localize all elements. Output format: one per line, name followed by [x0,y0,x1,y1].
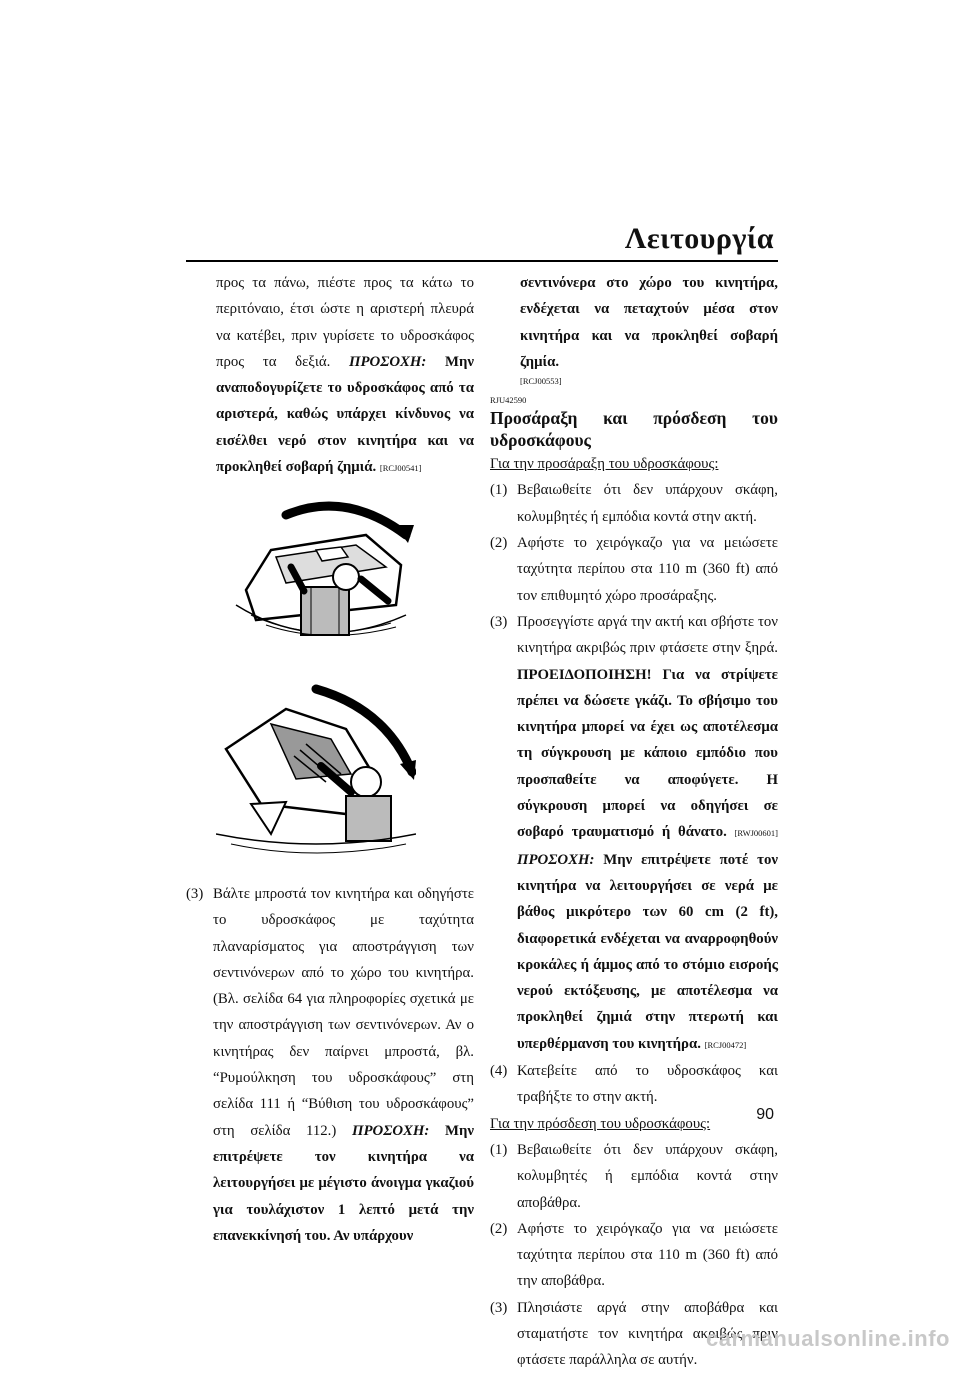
step-3-engine-start [186,881,474,1249]
list-item [490,530,778,609]
caution-text: Μην επιτρέψετε τον κινητήρα να λειτουργήσει με μέγιστο άνοιγμα γκαζιού για τουλάχιστον 1 λεπτό μετά την επανεκκίνησή του. Αν υπάρχουν [213,1122,474,1244]
page-number: 90 [756,1106,774,1123]
list-item [490,1137,778,1216]
intro-line: τα δεξιά. [262,353,331,370]
caution-code: [RCJ00541] [379,463,422,474]
caution-text: Μην επιτρέψετε ποτέ τον κινητήρα να λειτουργήσει σε νερά με βάθος μικρότερο των 60 cm (2 ft), διαφορετικά ενδέχεται να αναρροφηθούν κροκάλες ή άμμος από το στόμιο εισροής νερού εκτόξευσης, με αποτέλεσμα να προκληθεί ζημιά στην πτερωτή και υπερθέρμανση του κινητήρα. [517,851,778,1052]
step-number: (1) [490,482,508,499]
warning-code: [RWJ00601] [734,828,778,839]
step-text: Βεβαιωθείτε ότι δεν υπάρχουν σκάφη, κολυμβητές ή εμπόδια κοντά στην ακτή. [517,482,778,525]
intro-paragraph [186,270,474,481]
header-rule [186,260,778,262]
watercraft-rollover-illustration-2 [216,684,416,862]
step-text: Βεβαιωθείτε ότι δεν υπάρχουν σκάφη, κολυμβητές ή εμπόδια κοντά στην αποβάθρα. [517,1141,778,1211]
step-number: (4) [490,1063,508,1080]
caution-code: [RCJ00553] [520,376,562,387]
caution-text: Μην αναποδογυρίζετε το υδροσκάφος από τα αριστερά, καθώς υπάρχει κίνδυνος να εισέλθει νερό στον κινητήρα και να προκληθεί σοβαρή ζημιά. [216,353,474,476]
left-column [186,270,474,1249]
warning-text: Για να στρίψετε πρέπει να δώσετε γκάζι. Το σβήσιμο του κινητήρα μπορεί να έχει ως αποτέλεσμα τη σύγκρουση με κάποιο εμπόδιο που προσπαθείτε να αποφύγετε. Η σύγκρουση μπορεί να οδηγήσει σε σοβαρό τραυματισμό ή θάνατο. [517,666,779,841]
step-number: (2) [490,535,508,552]
caution-label: ΠΡΟΣΟΧΗ: [351,1122,430,1139]
step-text: Πλησιάστε αργά στην αποβάθρα και σταματήστε τον κινητήρα ακριβώς πριν φτάσετε παράλληλα σε αυτήν. [517,1299,778,1369]
illustration-righting-step-1 [216,495,474,669]
step-number: (3) [490,613,508,630]
step-number: (3) [490,1299,508,1316]
step-text: Βάλτε μπροστά τον κινητήρα και οδηγήστε το υδροσκάφος με ταχύτητα πλαναρίσματος για αποστράγγιση των σεντινόνερων από το χώρο του κινητήρα. (Βλ. σελίδα 64 για πληροφορίες σχετικά με την αποστράγγιση των σεντινόνερων. Αν ο κινητήρας δεν παίρνει μπροστά, βλ. “Ρυμούλκηση του υδροσκάφους” στη σελίδα 111 ή “Βύθιση του υδροσκάφους” στη σελίδα 112.) [213,885,474,1139]
beaching-subheading: Για την προσάραξη του υδροσκάφους: [490,456,719,473]
right-column [490,270,778,1374]
step-number: (3) [186,885,204,902]
intro-line: κατέβει, πριν γυρίσετε το υδροσκάφος προς [216,327,475,370]
caution-code: [RCJ00472] [704,1039,747,1050]
section-code: RJU42590 [490,395,527,406]
list-item [490,609,778,1058]
continued-caution [490,270,778,375]
step-text: Κατεβείτε από το υδροσκάφος και τραβήξτε το στην ακτή. [517,1063,778,1106]
warning-label: ΠΡΟΕΙΔΟΠΟΙΗΣΗ! [517,666,652,683]
intro-line: περιτόναιο, έτσι ώστε η αριστερή πλευρά να [216,301,474,344]
intro-line: προς τα πάνω, πιέστε προς τα κάτω το [216,275,474,291]
list-item [490,1216,778,1295]
watercraft-rollover-illustration-1 [216,495,416,660]
watermark: carmanualsonline.info [706,1326,950,1351]
caution-label: ΠΡΟΣΟΧΗ: [517,851,595,868]
section-heading: Προσάραξη και πρόσδεση του υδροσκάφους [490,408,778,451]
mooring-subheading: Για την πρόσδεση του υδροσκάφους: [490,1115,711,1132]
list-item [490,477,778,530]
step-text: Προσεγγίστε αργά την ακτή και σβήστε τον κινητήρα ακριβώς πριν φτάσετε στην ξηρά. [517,613,778,657]
page-section-title: Λειτουργία [624,222,774,255]
step-text: Αφήστε το χειρόγκαζο για να μειώσετε ταχύτητα περίπου στα 110 m (360 ft) από την αποβάθρα. [517,1220,778,1290]
illustration-righting-step-2 [216,684,474,871]
step-number: (2) [490,1220,508,1237]
caution-text: σεντινόνερα στο χώρο του κινητήρα, ενδέχεται να πεταχτούν μέσα στον κινητήρα και να προκληθεί σοβαρή ζημία. [520,275,778,370]
caution-label: ΠΡΟΣΟΧΗ: [348,353,427,370]
list-item [490,1058,778,1111]
step-text: Αφήστε το χειρόγκαζο για να μειώσετε ταχύτητα περίπου στα 110 m (360 ft) από τον επιθυμητό χώρο προσάραξης. [517,535,778,604]
step-number: (1) [490,1141,508,1158]
